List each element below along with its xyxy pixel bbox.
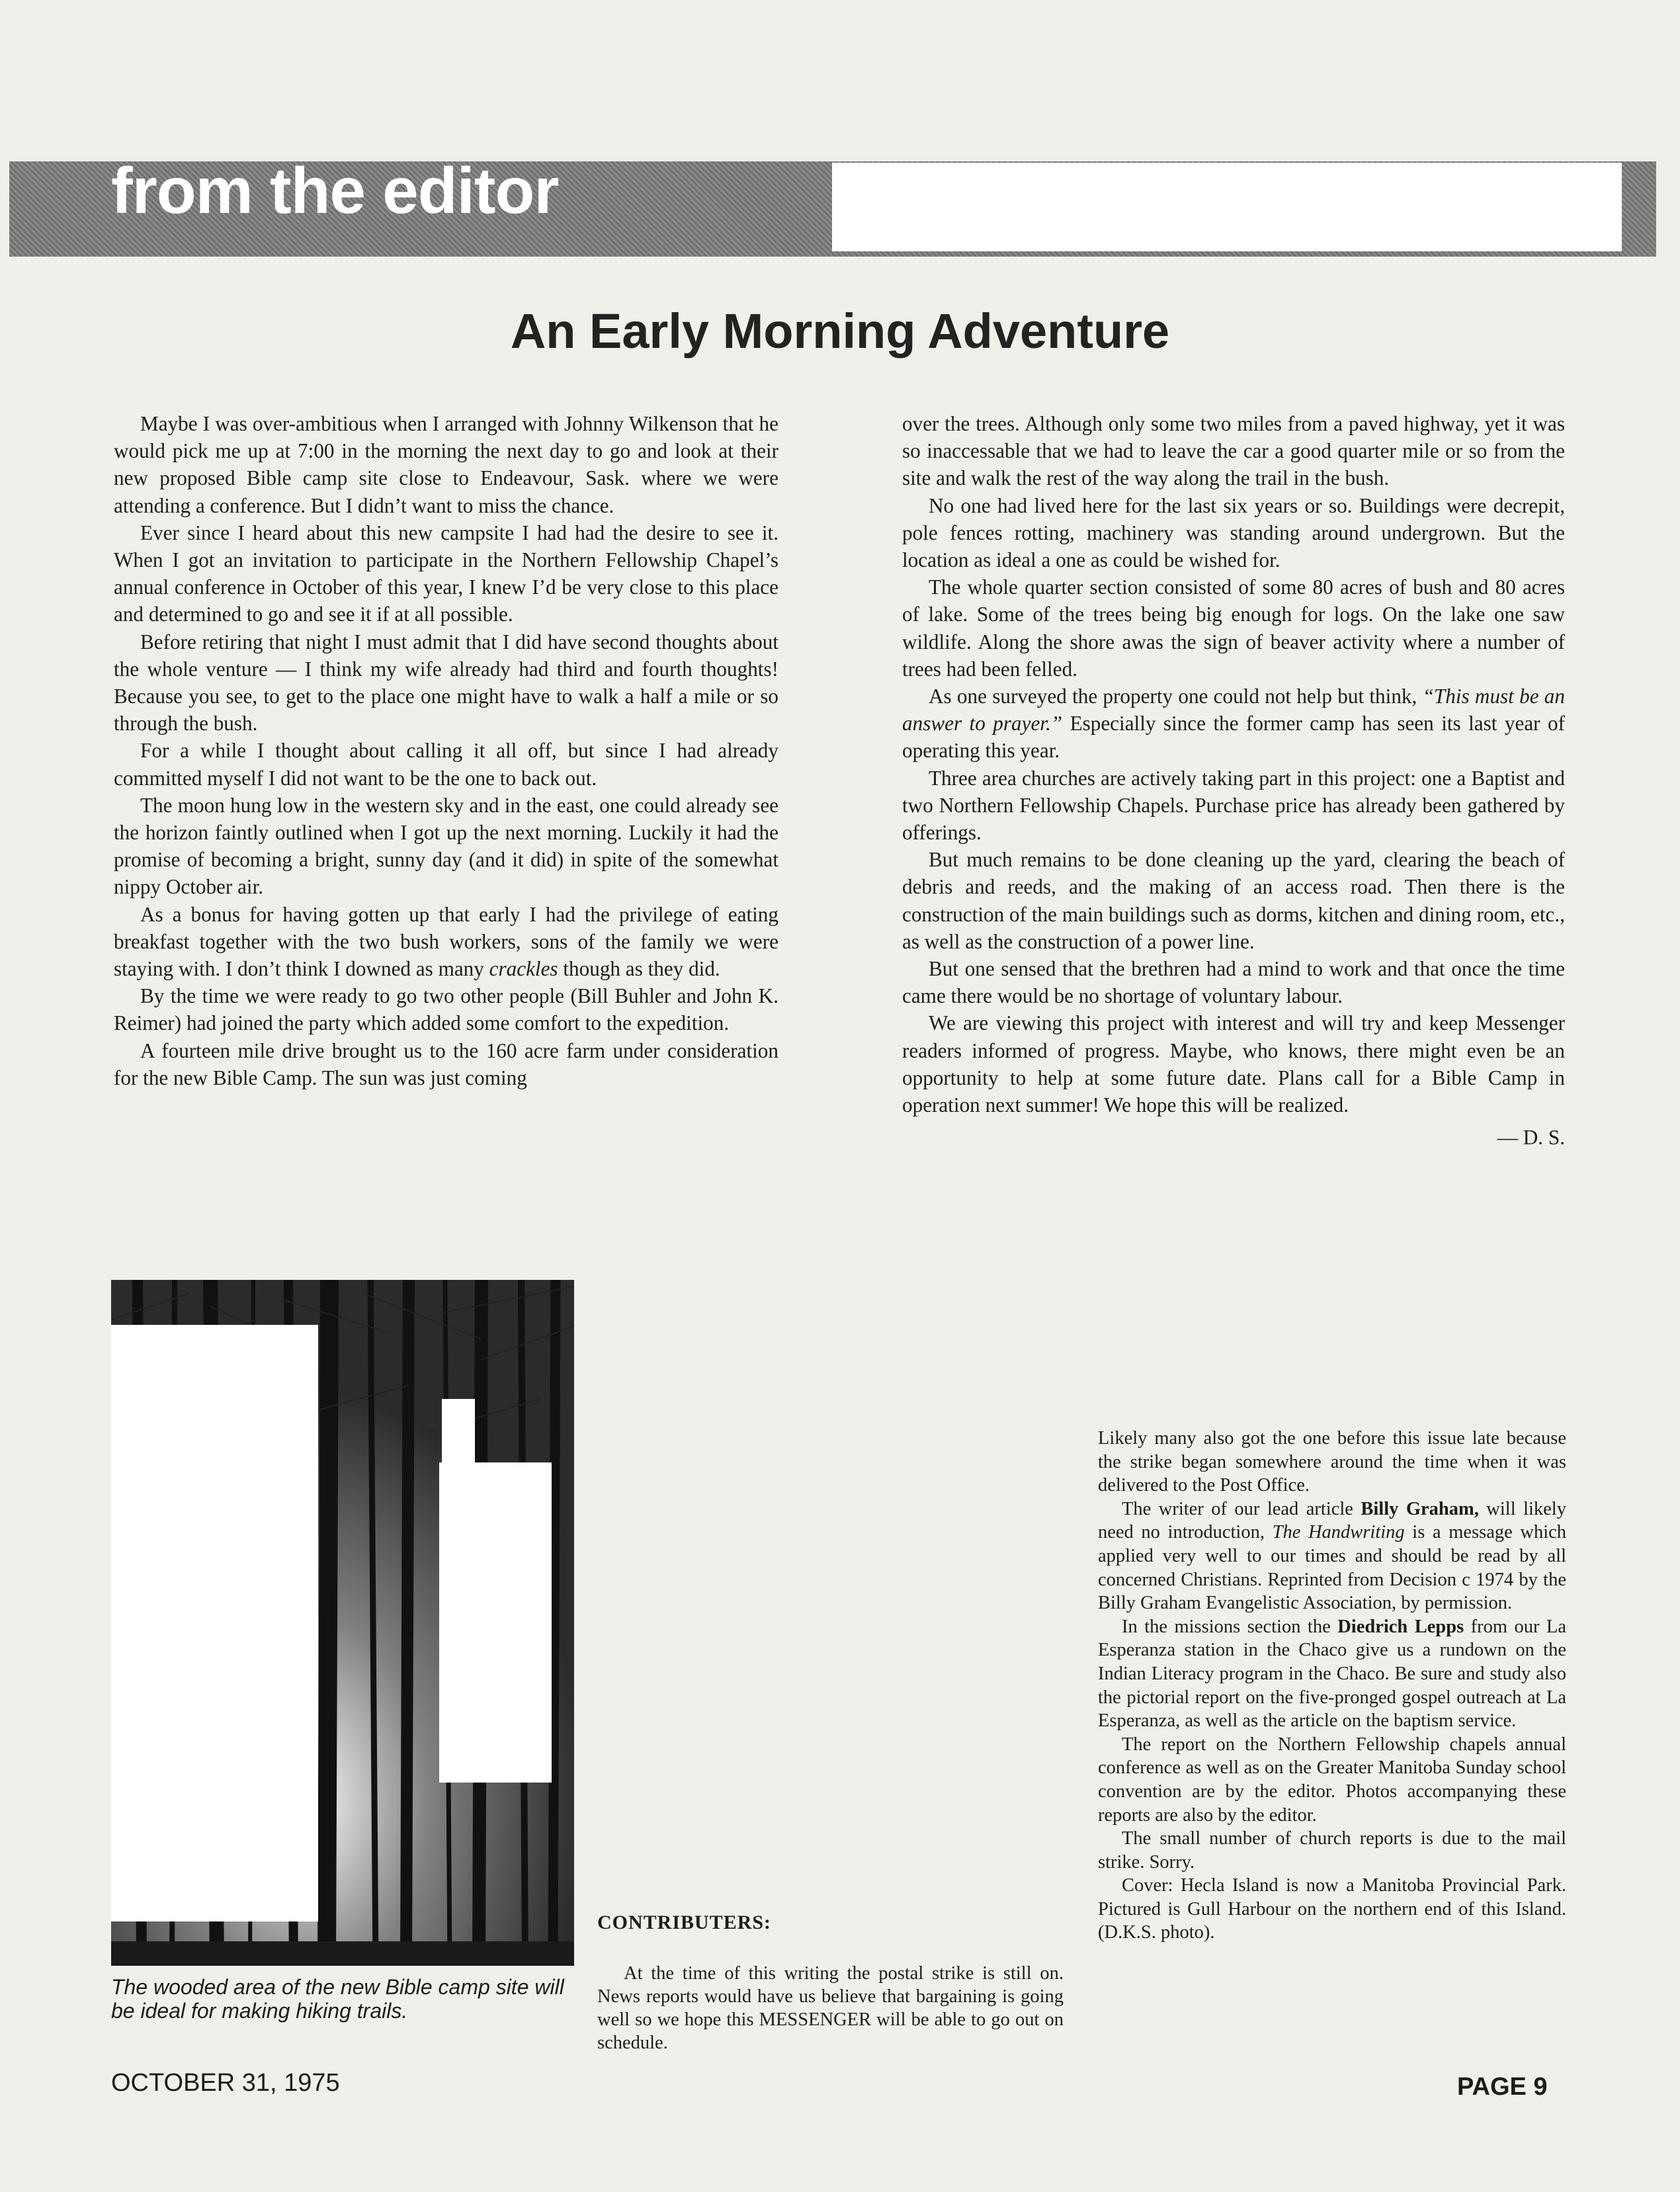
bold-text: Billy Graham, [1361, 1498, 1479, 1519]
footer-page-number: PAGE 9 [1457, 2073, 1548, 2101]
paragraph: Cover: Hecla Island is now a Manitoba Provincial Park. Pictured is Gull Harbour on the northern end of this Island. (D.K.S. photo). [1098, 1875, 1566, 1943]
italic-text: “This must be an answer to prayer.” [902, 685, 1565, 736]
paragraph: Likely many also got the one before this issue late because the strike began somewhere around the time when it was delivered to the Post Office. [1098, 1428, 1566, 1496]
redacted-box [442, 1399, 475, 1466]
paragraph: The report on the Northern Fellowship chapels annual conference as well as on the Greater Manitoba Sunday school convention are by the editor. Photos accompanying these reports are also by the editor. [1098, 1734, 1566, 1826]
redacted-box [832, 163, 1622, 251]
footer-date: OCTOBER 31, 1975 [111, 2069, 340, 2097]
paragraph: Ever since I heard about this new campsite I had had the desire to see it. When I got an invitation to participate in the Northern Fellowship Chapel’s annual conference in October of this year, I knew I’d be very close to this place and determined to go and see it if at all possible. [114, 521, 778, 626]
text-run: As one surveyed the property one could not help but think, [929, 685, 1423, 708]
forest-photo [111, 1280, 574, 1966]
redacted-box [111, 1325, 318, 1921]
text-run: The writer of our lead article [1122, 1498, 1353, 1519]
text-run: from our La Esperanza station in the Chaco give us a rundown on the Indian Literacy program in the Chaco. Be sure and study also the pictorial report on the five-pronged gospel outreach at La Esperanza, as well as the article on the baptism service. [1098, 1616, 1566, 1732]
editor-notes [1098, 1427, 1566, 1945]
paragraph [902, 683, 1565, 765]
article-column-2 [902, 410, 1565, 1151]
paragraph [114, 901, 778, 983]
text-run: Especially since the former camp has seen its last year of operating this year. [902, 712, 1565, 763]
paragraph: A fourteen mile drive brought us to the 160 acre farm under consideration for the new Bible Camp. The sun was just coming [114, 1038, 778, 1089]
contributers-text [597, 1962, 1064, 2054]
paragraph: By the time we were ready to go two other people (Bill Buhler and John K. Reimer) had joined the party which added some comfort to the expedition. [114, 984, 778, 1035]
photo-caption: The wooded area of the new Bible camp site will be ideal for making hiking trails. [111, 1975, 564, 2023]
italic-text: crackles [489, 957, 558, 981]
paragraph [1098, 1497, 1566, 1615]
paragraph: The whole quarter section consisted of some 80 acres of bush and 80 acres of lake. Some of the trees being big enough for logs. On the lake one saw wildlife. Along the shore awas the sign of beaver activity where a number of trees had been felled. [902, 575, 1565, 681]
paragraph: But one sensed that the brethren had a mind to work and that once the time came there would be no shortage of voluntary labour. [902, 957, 1565, 1008]
text-run: will likely need no introduction, [1098, 1498, 1566, 1543]
article-column-1 [114, 410, 778, 1091]
paragraph: Three area churches are actively taking part in this project: one a Baptist and two Northern Fellowship Chapels. Purchase price has already been gathered by offerings. [902, 766, 1565, 845]
bold-text: Diedrich Lepps [1337, 1616, 1464, 1637]
text-run: is a message which applied very well to our times and should be read by all concerned Christians. Reprinted from Decision c 1974 by the Billy Graham Evangelistic Association, by permission. [1098, 1522, 1567, 1614]
paragraph: The small number of church reports is due to the mail strike. Sorry. [1098, 1828, 1566, 1873]
text-run: though as they did. [558, 957, 720, 981]
paragraph: For a while I thought about calling it all off, but since I had already committed myself I did not want to be the one to back out. [114, 739, 778, 790]
paragraph: Maybe I was over-ambitious when I arranged with Johnny Wilkenson that he would pick me up at 7:00 in the morning the next day to go and look at their new proposed Bible camp site close to Endeavour, Sask. where we were attending a conference. But I didn’t want to miss the chance. [114, 412, 778, 517]
paragraph: Before retiring that night I must admit that I did have second thoughts about the whole venture — I think my wife already had third and fourth thoughts! Because you see, to get to the place one might have to walk a half a mile or so through the bush. [114, 630, 778, 736]
signature: — D. S. [1497, 1126, 1565, 1150]
paragraph: No one had lived here for the last six years or so. Buildings were decrepit, pole fences rotting, machinery was standing around undergrown. But the location as ideal a one as could be wished for. [902, 493, 1565, 572]
section-title: from the editor [111, 154, 559, 227]
paragraph [1098, 1615, 1566, 1733]
article-headline: An Early Morning Adventure [510, 304, 1170, 358]
text-run: As a bonus for having gotten up that early I had the privilege of eating breakfast together with the two bush workers, sons of the family we were staying with. I don’t think I downed as many [114, 902, 778, 981]
text-run: In the missions section the [1122, 1616, 1338, 1637]
paragraph: But much remains to be done cleaning up the yard, clearing the beach of debris and reeds, and the making of an access road. Then there is the construction of the main buildings such as dorms, kitchen and dining room, etc., as well as the construction of a power line. [902, 848, 1565, 953]
paragraph: The moon hung low in the western sky and in the east, one could already see the horizon faintly outlined when I got up the next morning. Luckily it had the promise of becoming a bright, sunny day (and it did) in spite of the somewhat nippy October air. [114, 793, 778, 899]
paragraph: At the time of this writing the postal strike is still on. News reports would have us believe that bargaining is going well so we hope this MESSENGER will be able to go out on schedule. [597, 1963, 1064, 2053]
redacted-box [439, 1462, 552, 1783]
contributers-heading: CONTRIBUTERS: [597, 1912, 772, 1933]
paragraph: We are viewing this project with interest and will try and keep Messenger readers informed of progress. Maybe, who knows, there might even be an opportunity to help at some future date. Plans call for a Bible Camp in operation next summer! We hope this will be realized. [902, 1011, 1565, 1117]
paragraph: over the trees. Although only some two miles from a paved highway, yet it was so inaccessable that we had to leave the car a good quarter mile or so from the site and walk the rest of the way along the trail in the bush. [902, 412, 1565, 490]
italic-text: The Handwriting [1272, 1522, 1405, 1543]
